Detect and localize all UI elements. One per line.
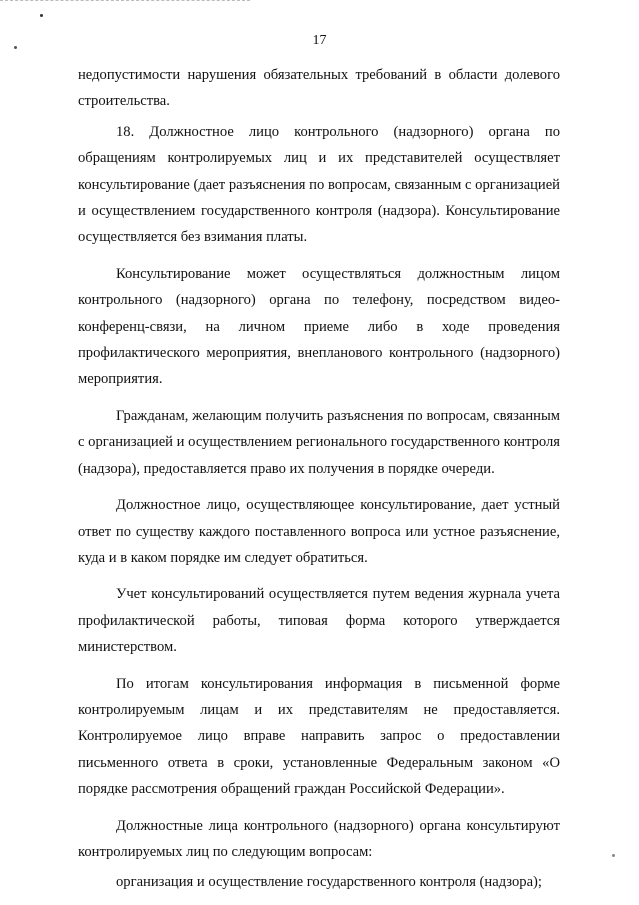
- paragraph-continuation: недопустимости нарушения обязательных требований в области долевого строительства.: [78, 67, 560, 110]
- paragraph-topic-item: организация и осуществление государственного контроля (надзора);: [116, 874, 542, 891]
- paragraph-consultation-log: Учет консультирований осуществляется путем ведения журнала учета профилактической работы, типовая форма которого утверждается министерством.: [78, 586, 560, 656]
- paragraph-consultation-methods: Консультирование может осуществляться должностным лицом контрольного (надзорного) органа по телефону, посредством видео-конференц-связи, на личном приеме либо в ходе проведения профилактического мероприятия, внепланового контрольного (надзорного) мероприятия.: [78, 265, 560, 388]
- scan-speck: [612, 854, 615, 857]
- scan-speck: [40, 14, 43, 17]
- paragraph-item-18: 18. Должностное лицо контрольного (надзорного) органа по обращениям контролируемых лиц и их представителей осуществляет консультирование (дает разъяснения по вопросам, связанным с организацией и осуществлением государственного контроля (надзора). Консультирование осуществляется без взимания платы.: [78, 123, 560, 246]
- page-number: 17: [312, 33, 327, 48]
- paragraph-consultation-topics: Должностные лица контрольного (надзорного) органа консультируют контролируемых лиц по следующим вопросам:: [78, 817, 560, 860]
- paragraph-written-request: По итогам консультирования информация в письменной форме контролируемым лицам и их представителям не предоставляется. Контролируемое лицо вправе направить запрос о предоставлении письменного ответа в сроки, установленные Федеральным законом «О порядке рассмотрения обращений граждан Российской Федерации».: [78, 675, 560, 798]
- paragraph-citizens-queue: Гражданам, желающим получить разъяснения по вопросам, связанным с организацией и осуществлением регионального государственного контроля (надзора), предоставляется право их получения в порядке очереди.: [78, 407, 560, 477]
- document-body: [78, 62, 560, 896]
- scan-edge-line: [0, 0, 250, 2]
- paragraph-oral-answer: Должностное лицо, осуществляющее консультирование, дает устный ответ по существу каждого поставленного вопроса или устное разъяснение, куда и в каком порядке им следует обратиться.: [78, 497, 560, 566]
